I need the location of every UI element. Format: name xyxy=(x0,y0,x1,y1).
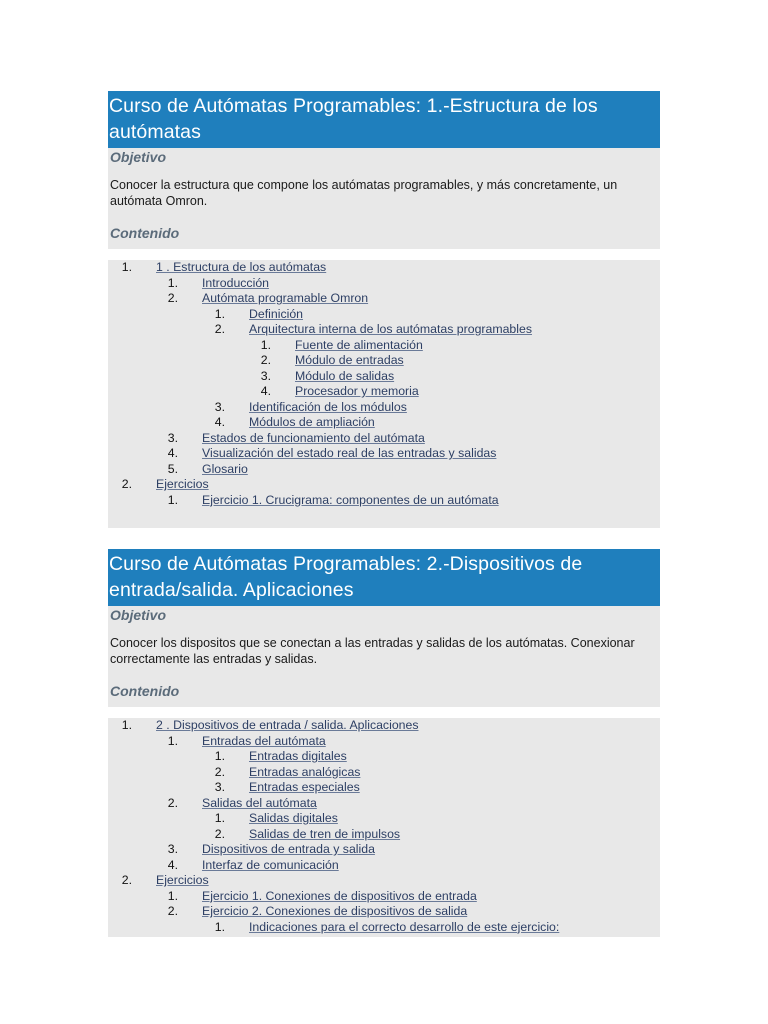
toc-item xyxy=(108,920,660,936)
toc-item xyxy=(108,904,660,920)
toc-item xyxy=(108,369,660,385)
toc-item-link[interactable]: Ejercicio 2. Conexiones de dispositivos de salida xyxy=(202,904,468,918)
objetivo-label: Objetivo xyxy=(110,607,167,623)
toc-item xyxy=(108,276,660,292)
toc-item-number: 2. xyxy=(214,764,225,779)
toc-item-link[interactable]: Salidas del autómata xyxy=(202,795,317,810)
toc-item-number: 4. xyxy=(214,415,225,429)
toc-item-link[interactable]: Entradas del autómata xyxy=(202,733,326,748)
toc-item-link[interactable]: Estados de funcionamiento del autómata xyxy=(202,430,425,445)
toc-item-link[interactable]: Salidas de tren de impulsos xyxy=(249,826,401,841)
toc-item xyxy=(108,873,660,889)
toc-item-number: 1. xyxy=(167,275,178,290)
toc-item xyxy=(108,842,660,858)
contenido-label: Contenido xyxy=(110,225,180,241)
toc-item-link[interactable]: Salidas digitales xyxy=(249,811,338,825)
toc-item-number: 1. xyxy=(167,888,178,903)
toc-item-link[interactable]: Visualización del estado real de las entradas y salidas xyxy=(202,446,497,460)
toc-item xyxy=(108,734,660,750)
toc-item xyxy=(108,291,660,307)
toc-item-number: 3. xyxy=(260,368,271,383)
table-of-contents xyxy=(108,718,660,937)
toc-item-link[interactable]: Interfaz de comunicación xyxy=(202,857,339,872)
toc-item-number: 2. xyxy=(260,353,271,367)
toc-item xyxy=(108,858,660,874)
toc-item-link[interactable]: Ejercicios xyxy=(156,477,209,491)
course-summary xyxy=(108,148,660,249)
toc-item xyxy=(108,462,660,478)
toc-item-link[interactable]: Entradas digitales xyxy=(249,749,347,763)
toc-item xyxy=(108,827,660,843)
toc-item-number: 3. xyxy=(167,842,178,856)
toc-item xyxy=(108,889,660,905)
toc-item xyxy=(108,749,660,765)
course-summary xyxy=(108,606,660,707)
contenido-label: Contenido xyxy=(110,683,180,699)
toc-item-link[interactable]: Módulo de entradas xyxy=(295,353,404,367)
toc-item-number: 1. xyxy=(121,718,132,732)
toc-item-link[interactable]: Indicaciones para el correcto desarrollo de este ejercicio: xyxy=(249,919,560,934)
toc-item-number: 4. xyxy=(167,857,178,872)
toc-item-number: 2. xyxy=(167,795,178,810)
course-section-2 xyxy=(108,549,660,937)
toc-item-number: 1. xyxy=(214,919,225,934)
toc-item-link[interactable]: Ejercicios xyxy=(156,873,209,887)
objetivo-label: Objetivo xyxy=(110,149,167,165)
toc-item-link[interactable]: Identificación de los módulos xyxy=(249,399,407,414)
toc-item xyxy=(108,796,660,812)
toc-item-number: 1. xyxy=(167,733,178,748)
toc-item xyxy=(108,384,660,400)
toc-item xyxy=(108,477,660,493)
toc-item-link[interactable]: Entradas analógicas xyxy=(249,764,361,779)
toc-item-number: 2. xyxy=(214,826,225,841)
toc-item-number: 2. xyxy=(167,291,178,305)
toc-item xyxy=(108,353,660,369)
toc-item-number: 2. xyxy=(167,904,178,918)
toc-item-link[interactable]: Entradas especiales xyxy=(249,780,360,794)
toc-item-link[interactable]: Dispositivos de entrada y salida xyxy=(202,842,375,856)
toc-item-number: 1. xyxy=(214,306,225,321)
toc-item-number: 1. xyxy=(167,492,178,507)
toc-item-link[interactable]: Procesador y memoria xyxy=(295,384,419,398)
toc-item-link[interactable]: Definición xyxy=(249,306,303,321)
toc-item xyxy=(108,322,660,338)
toc-item-link[interactable]: Glosario xyxy=(202,461,248,476)
toc-item-number: 2. xyxy=(121,477,132,491)
table-of-contents xyxy=(108,260,660,528)
toc-item-link[interactable]: 1 . Estructura de los autómatas xyxy=(156,260,327,274)
toc-item-link[interactable]: Introducción xyxy=(202,275,269,290)
toc-item-link[interactable]: 2 . Dispositivos de entrada / salida. Aplicaciones xyxy=(156,718,419,732)
toc-item-number: 4. xyxy=(167,446,178,460)
toc-item xyxy=(108,780,660,796)
course-title: Curso de Autómatas Programables: 2.-Dispositivos de entrada/salida. Aplicaciones xyxy=(108,549,660,606)
toc-item xyxy=(108,415,660,431)
toc-item-number: 1. xyxy=(260,337,271,352)
toc-item-link[interactable]: Arquitectura interna de los autómatas programables xyxy=(249,322,532,336)
toc-item-number: 1. xyxy=(214,811,225,825)
toc-item xyxy=(108,811,660,827)
course-section-1 xyxy=(108,91,660,528)
objetivo-text: Conocer los dispositos que se conectan a las entradas y salidas de los autómatas. Conexionar correctamente las entradas y salidas. xyxy=(110,636,635,666)
course-title: Curso de Autómatas Programables: 1.-Estructura de los autómatas xyxy=(108,91,660,148)
toc-item xyxy=(108,400,660,416)
toc-item xyxy=(108,718,660,734)
toc-item-number: 2. xyxy=(214,322,225,336)
toc-item-number: 3. xyxy=(214,780,225,794)
toc-item xyxy=(108,446,660,462)
toc-item-number: 2. xyxy=(121,873,132,887)
toc-item-number: 1. xyxy=(121,260,132,274)
toc-item-number: 4. xyxy=(260,384,271,398)
toc-item-link[interactable]: Módulo de salidas xyxy=(295,368,395,383)
toc-item xyxy=(108,260,660,276)
toc-item-number: 1. xyxy=(214,749,225,763)
toc-item-link[interactable]: Módulos de ampliación xyxy=(249,415,375,429)
toc-item xyxy=(108,338,660,354)
toc-item-number: 3. xyxy=(167,430,178,445)
toc-item-link[interactable]: Ejercicio 1. Crucigrama: componentes de un autómata xyxy=(202,492,499,507)
toc-item-number: 3. xyxy=(214,399,225,414)
toc-item xyxy=(108,765,660,781)
objetivo-text: Conocer la estructura que compone los autómatas programables, y más concretamente, un autómata Omron. xyxy=(110,178,618,208)
toc-item-link[interactable]: Fuente de alimentación xyxy=(295,337,423,352)
toc-item-link[interactable]: Autómata programable Omron xyxy=(202,291,369,305)
toc-item-link[interactable]: Ejercicio 1. Conexiones de dispositivos de entrada xyxy=(202,888,477,903)
toc-item-number: 5. xyxy=(167,461,178,476)
toc-item xyxy=(108,431,660,447)
toc-item xyxy=(108,307,660,323)
toc-item xyxy=(108,493,660,509)
